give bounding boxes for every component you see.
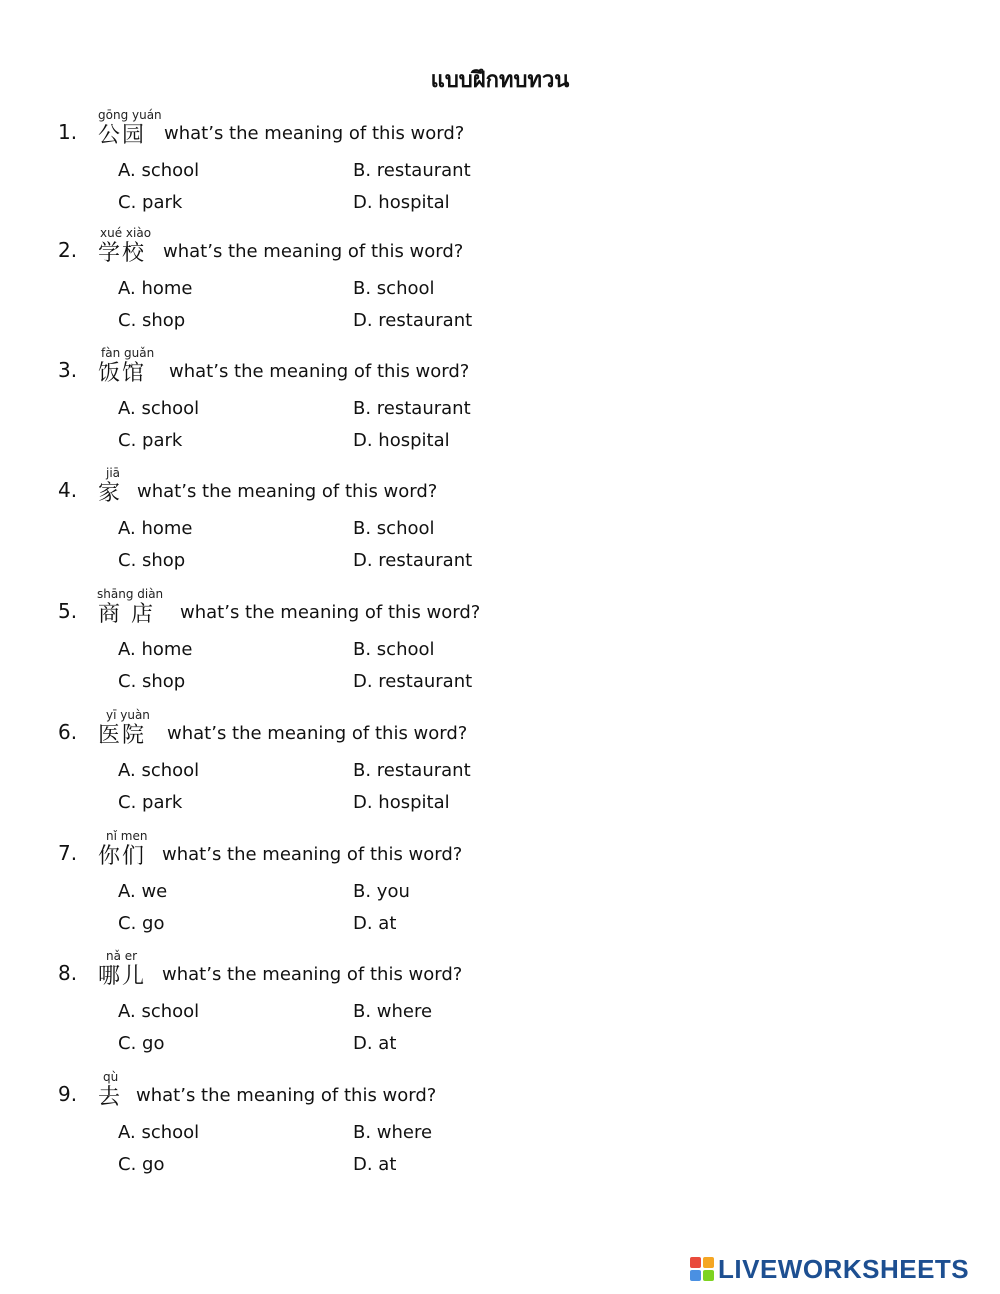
option-d[interactable]: D. at — [353, 1033, 397, 1054]
pinyin-label: fàn guǎn — [101, 346, 155, 360]
option-c[interactable]: C. shop — [118, 310, 186, 331]
chinese-word: 学校 — [98, 241, 147, 266]
question-number: 2. — [58, 238, 78, 262]
logo-tile — [690, 1257, 701, 1268]
question-text: what’s the meaning of this word? — [164, 123, 465, 144]
chinese-word: 饭馆 — [98, 361, 147, 386]
option-a[interactable]: A. school — [118, 1122, 200, 1143]
question-1 — [0, 108, 1000, 228]
option-c[interactable]: C. go — [118, 913, 165, 934]
question-9 — [0, 1070, 1000, 1190]
pinyin-label: nǎ er — [106, 949, 138, 963]
option-b[interactable]: B. school — [353, 518, 435, 539]
question-text: what’s the meaning of this word? — [180, 602, 481, 623]
question-number: 1. — [58, 120, 78, 144]
option-c[interactable]: C. park — [118, 430, 183, 451]
option-d[interactable]: D. at — [353, 1154, 397, 1175]
liveworksheets-logo — [690, 1254, 969, 1284]
question-6 — [0, 708, 1000, 828]
question-text: what’s the meaning of this word? — [169, 361, 470, 382]
option-a[interactable]: A. school — [118, 398, 200, 419]
option-d[interactable]: D. at — [353, 913, 397, 934]
question-number: 3. — [58, 358, 78, 382]
question-text: what’s the meaning of this word? — [162, 964, 463, 985]
chinese-word: 公园 — [98, 123, 147, 148]
question-8 — [0, 949, 1000, 1069]
option-c[interactable]: C. go — [118, 1154, 165, 1175]
pinyin-label: xué xiào — [100, 226, 152, 240]
option-b[interactable]: B. restaurant — [353, 398, 471, 419]
option-a[interactable]: A. we — [118, 881, 168, 902]
pinyin-label: nǐ men — [106, 829, 148, 843]
chinese-word: 商 店 — [98, 602, 155, 627]
logo-tile — [703, 1257, 714, 1268]
question-text: what’s the meaning of this word? — [167, 723, 468, 744]
logo-tile — [703, 1270, 714, 1281]
option-c[interactable]: C. park — [118, 792, 183, 813]
question-text: what’s the meaning of this word? — [162, 844, 463, 865]
option-d[interactable]: D. restaurant — [353, 671, 473, 692]
option-d[interactable]: D. hospital — [353, 192, 450, 213]
option-a[interactable]: A. home — [118, 518, 193, 539]
option-d[interactable]: D. hospital — [353, 792, 450, 813]
pinyin-label: yī yuàn — [106, 708, 150, 722]
option-c[interactable]: C. shop — [118, 671, 186, 692]
option-b[interactable]: B. restaurant — [353, 760, 471, 781]
question-text: what’s the meaning of this word? — [137, 481, 438, 502]
option-c[interactable]: C. park — [118, 192, 183, 213]
pinyin-label: shāng diàn — [97, 587, 164, 601]
question-3 — [0, 346, 1000, 466]
option-a[interactable]: A. home — [118, 639, 193, 660]
pinyin-label: jiā — [106, 466, 121, 480]
option-c[interactable]: C. shop — [118, 550, 186, 571]
option-d[interactable]: D. restaurant — [353, 310, 473, 331]
question-2 — [0, 226, 1000, 346]
option-b[interactable]: B. restaurant — [353, 160, 471, 181]
option-d[interactable]: D. hospital — [353, 430, 450, 451]
logo-text: LIVEWORKSHEETS — [718, 1253, 970, 1284]
chinese-word: 医院 — [98, 723, 147, 748]
pinyin-label: qù — [103, 1070, 119, 1084]
question-number: 8. — [58, 961, 78, 985]
logo-tile — [690, 1270, 701, 1281]
option-b[interactable]: B. school — [353, 639, 435, 660]
option-b[interactable]: B. school — [353, 278, 435, 299]
chinese-word: 去 — [98, 1085, 123, 1110]
question-5 — [0, 587, 1000, 707]
option-a[interactable]: A. school — [118, 160, 200, 181]
question-4 — [0, 466, 1000, 586]
question-number: 9. — [58, 1082, 78, 1106]
question-text: what’s the meaning of this word? — [136, 1085, 437, 1106]
option-a[interactable]: A. school — [118, 1001, 200, 1022]
option-c[interactable]: C. go — [118, 1033, 165, 1054]
chinese-word: 哪儿 — [98, 964, 147, 989]
question-number: 4. — [58, 478, 78, 502]
question-number: 6. — [58, 720, 78, 744]
chinese-word: 你们 — [98, 844, 147, 869]
question-number: 5. — [58, 599, 78, 623]
option-a[interactable]: A. school — [118, 760, 200, 781]
option-b[interactable]: B. you — [353, 881, 410, 902]
chinese-word: 家 — [98, 481, 123, 506]
option-a[interactable]: A. home — [118, 278, 193, 299]
question-7 — [0, 829, 1000, 949]
page-title: แบบฝึกทบทวน — [430, 68, 570, 93]
option-b[interactable]: B. where — [353, 1001, 433, 1022]
option-d[interactable]: D. restaurant — [353, 550, 473, 571]
option-b[interactable]: B. where — [353, 1122, 433, 1143]
pinyin-label: gōng yuán — [98, 108, 162, 122]
question-number: 7. — [58, 841, 78, 865]
question-text: what’s the meaning of this word? — [163, 241, 464, 262]
logo-mark-icon — [690, 1257, 714, 1281]
